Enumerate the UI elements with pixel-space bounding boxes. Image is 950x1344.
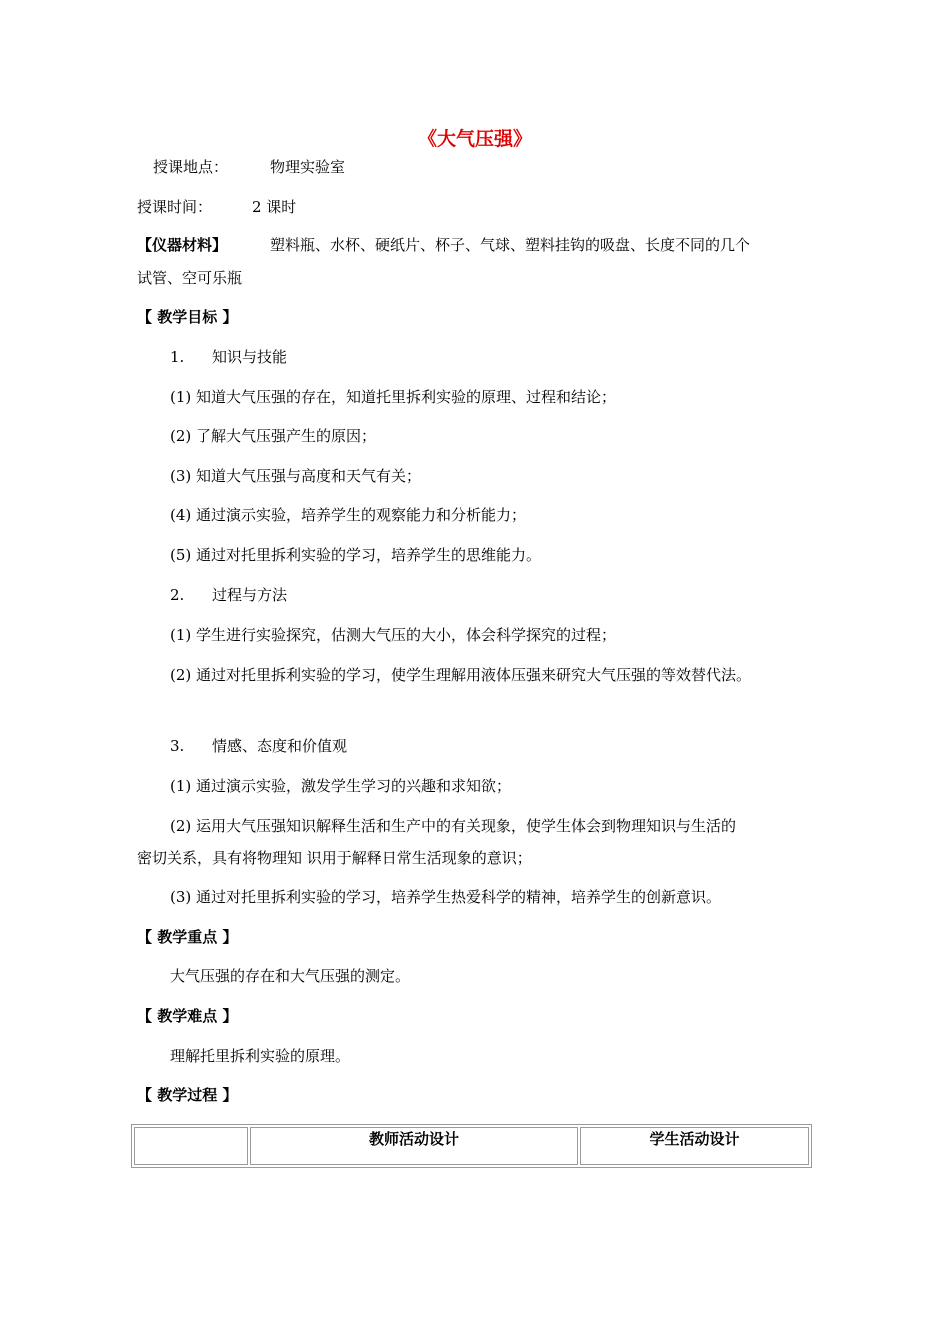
objective-3-item-1: (1) 通过演示实验，激发学生学习的兴趣和求知欲； — [170, 777, 512, 795]
difficulty-heading: 【 教学难点 】 — [137, 1007, 238, 1025]
table-header-teacher: 教师活动设计 — [250, 1127, 578, 1165]
objective-1-item-4: (4) 通过演示实验，培养学生的观察能力和分析能力； — [170, 506, 527, 524]
materials-heading: 【仪器材料】 — [137, 236, 228, 254]
objective-section-3-number: 3. — [170, 737, 185, 755]
objective-section-2-number: 2. — [170, 586, 185, 604]
document-title: 《大气压强》 — [417, 128, 532, 150]
process-table — [131, 1124, 812, 1168]
difficulty-text: 理解托里拆利实验的原理。 — [170, 1047, 351, 1065]
objective-3-item-3: (3) 通过对托里拆利实验的学习，培养学生热爱科学的精神，培养学生的创新意识。 — [170, 888, 722, 906]
materials-line-2: 试管、空可乐瓶 — [137, 269, 243, 287]
location-value: 物理实验室 — [270, 158, 346, 176]
time-value: 2 课时 — [252, 198, 297, 216]
objective-3-item-2: (2) 运用大气压强知识解释生活和生产中的有关现象，使学生体会到物理知识与生活的 — [170, 817, 737, 835]
materials-line-1: 塑料瓶、水杯、硬纸片、杯子、气球、塑料挂钩的吸盘、长度不同的几个 — [270, 236, 751, 254]
key-point-text: 大气压强的存在和大气压强的测定。 — [170, 967, 411, 985]
objective-3-item-2-continued: 密切关系，具有将物理知 识用于解释日常生活现象的意识； — [137, 849, 532, 867]
objective-1-item-3: (3) 知道大气压强与高度和天气有关； — [170, 467, 422, 485]
objective-2-item-1: (1) 学生进行实验探究，估测大气压的大小，体会科学探究的过程； — [170, 626, 617, 644]
table-header-cell-blank — [134, 1127, 248, 1165]
objective-1-item-1: (1) 知道大气压强的存在，知道托里拆利实验的原理、过程和结论； — [170, 388, 617, 406]
objective-section-3-title: 情感、态度和价值观 — [212, 737, 348, 755]
table-header-student: 学生活动设计 — [580, 1127, 809, 1165]
location-label: 授课地点： — [153, 158, 229, 176]
objective-1-item-5: (5) 通过对托里拆利实验的学习，培养学生的思维能力。 — [170, 546, 542, 564]
objective-section-2-title: 过程与方法 — [212, 586, 288, 604]
objective-1-item-2: (2) 了解大气压强产生的原因； — [170, 427, 377, 445]
objectives-heading: 【 教学目标 】 — [137, 308, 238, 326]
objective-section-1-title: 知识与技能 — [212, 348, 288, 366]
key-point-heading: 【 教学重点 】 — [137, 928, 238, 946]
time-label: 授课时间： — [137, 198, 213, 216]
table-header-row — [134, 1127, 809, 1165]
objective-section-1-number: 1. — [170, 348, 185, 366]
process-heading: 【 教学过程 】 — [137, 1086, 238, 1104]
objective-2-item-2: (2) 通过对托里拆利实验的学习，使学生理解用液体压强来研究大气压强的等效替代法。 — [170, 666, 752, 684]
